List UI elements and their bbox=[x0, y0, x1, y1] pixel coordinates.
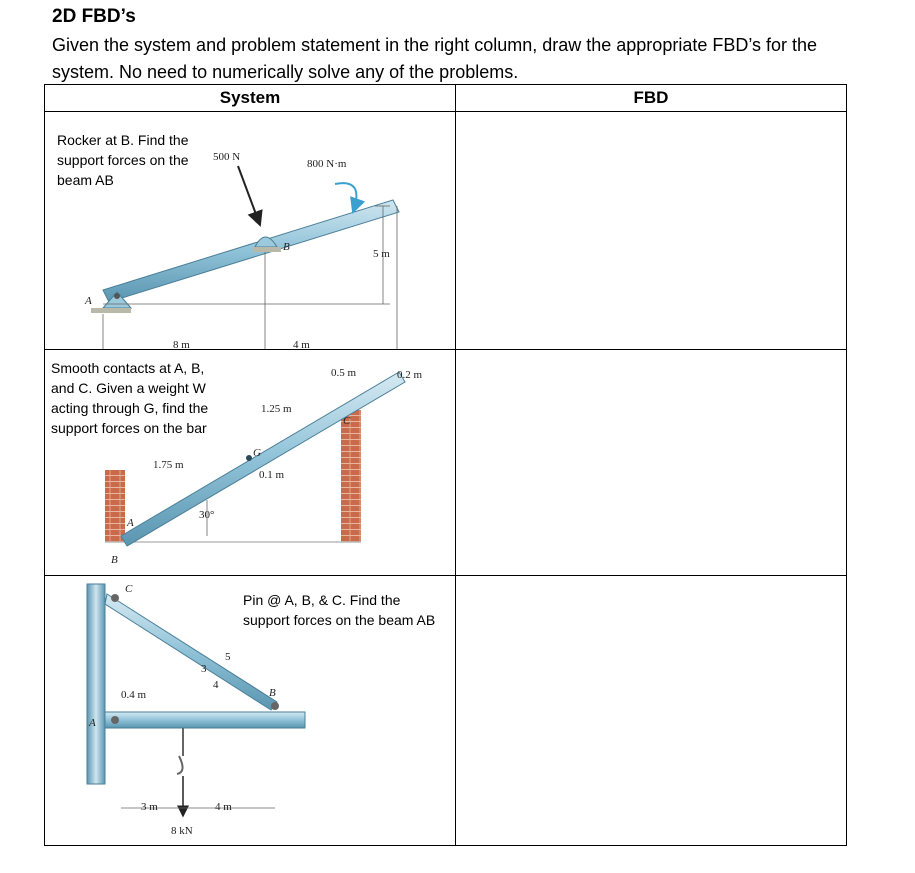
dim-4m: 4 m bbox=[293, 339, 310, 350]
label-a: A bbox=[85, 295, 92, 307]
moment-label: 800 N·m bbox=[307, 158, 347, 170]
instructions: Given the system and problem statement in the right column, draw the appropriate FBD’s for the system. No need to numerically solve any of the problems. bbox=[52, 35, 818, 82]
dim-8m: 8 m bbox=[173, 339, 190, 350]
hook bbox=[177, 728, 183, 774]
dim-5m: 5 m bbox=[373, 248, 390, 260]
fbd-column-header: FBD bbox=[456, 85, 847, 112]
problem1-system-cell bbox=[45, 112, 456, 350]
angle-30: 30° bbox=[199, 509, 215, 521]
pin-c bbox=[111, 594, 119, 602]
label-g: G bbox=[253, 447, 261, 459]
pin-b bbox=[271, 702, 279, 710]
problem2-system-cell bbox=[45, 350, 456, 576]
problem1-statement: Rocker at B. Find the support forces on the beam AB bbox=[57, 132, 189, 188]
problem2-diagram bbox=[45, 350, 455, 576]
problem3-statement: Pin @ A, B, & C. Find the support forces on the beam AB bbox=[243, 592, 436, 628]
column bbox=[87, 584, 105, 784]
label-b: B bbox=[283, 241, 290, 253]
slope-5: 5 bbox=[225, 651, 231, 663]
pin-a bbox=[111, 716, 119, 724]
moment-arrow bbox=[335, 183, 356, 212]
problem3-system-cell bbox=[45, 576, 456, 846]
problem1-fbd-cell[interactable] bbox=[456, 112, 847, 350]
slope-3: 3 bbox=[201, 663, 207, 675]
dim-05m: 0.5 m bbox=[331, 367, 357, 379]
beam-ab bbox=[105, 712, 305, 728]
problem3-fbd-cell[interactable] bbox=[456, 576, 847, 846]
system-column-header: System bbox=[45, 85, 456, 112]
problem1-diagram bbox=[45, 112, 455, 350]
center-g bbox=[246, 455, 252, 461]
label-b: B bbox=[111, 554, 118, 566]
problem2-fbd-cell[interactable] bbox=[456, 350, 847, 576]
label-a: A bbox=[89, 717, 96, 729]
label-a: A bbox=[127, 517, 134, 529]
slope-4: 4 bbox=[213, 679, 219, 691]
dim-04m: 0.4 m bbox=[121, 689, 147, 701]
label-c: C bbox=[125, 583, 133, 595]
dim-175m: 1.75 m bbox=[153, 459, 184, 471]
right-wall bbox=[341, 410, 361, 542]
dim-4m: 4 m bbox=[215, 801, 232, 813]
label-c: C bbox=[343, 415, 351, 427]
dim-01m: 0.1 m bbox=[259, 469, 285, 481]
problem3-diagram bbox=[45, 576, 455, 846]
problem-table bbox=[44, 84, 847, 846]
dim-3m: 3 m bbox=[141, 801, 158, 813]
dim-125m: 1.25 m bbox=[261, 403, 292, 415]
force-500n-label: 500 N bbox=[213, 151, 241, 163]
problem2-statement: Smooth contacts at A, B, and C. Given a weight W acting through G, find the support forces on the bar bbox=[51, 360, 209, 436]
force-500n-arrow bbox=[238, 166, 260, 225]
left-wall bbox=[105, 470, 125, 542]
page-title: 2D FBD’s bbox=[52, 6, 136, 27]
load-8kn: 8 kN bbox=[171, 825, 193, 837]
dim-02m: 0.2 m bbox=[397, 369, 423, 381]
beam-ab bbox=[103, 200, 399, 302]
label-b: B bbox=[269, 687, 276, 699]
